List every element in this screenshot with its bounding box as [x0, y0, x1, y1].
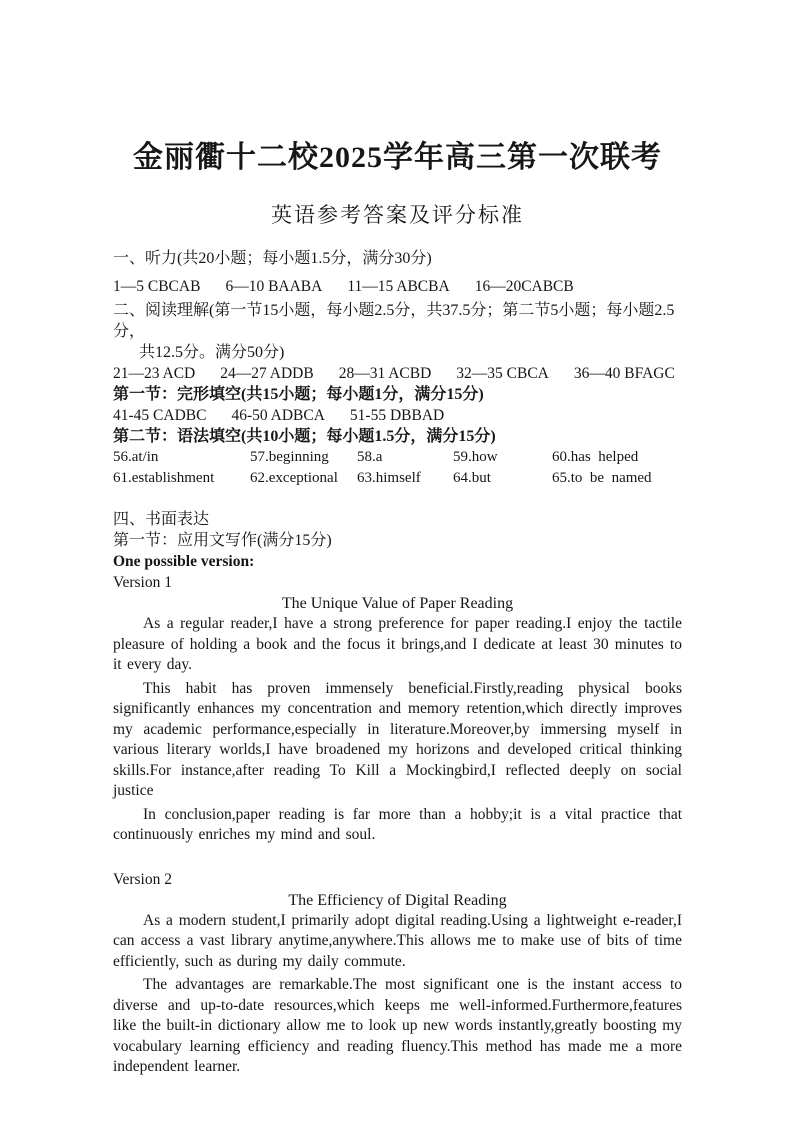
cloze-heading: 第一节：完形填空(共15小题；每小题1分，满分15分): [113, 386, 484, 403]
answer-group: 46-50 ADBCA: [231, 407, 325, 424]
writing-heading: 四、书面表达: [113, 511, 210, 528]
answer-group: 6—10 BAABA: [225, 278, 323, 295]
grammar-answer-cell: 62.exceptional: [250, 470, 338, 486]
grammar-answer-cell: 64.but: [453, 470, 491, 486]
reading-heading-line2: 共12.5分。满分50分): [139, 344, 285, 361]
answer-group: 1—5 CBCAB: [113, 278, 201, 295]
doc-title: 金丽衢十二校2025学年高三第一次联考: [133, 141, 662, 174]
grammar-heading: 第二节：语法填空(共10小题；每小题1.5分，满分15分): [113, 428, 496, 445]
possible-version-label: One possible version:: [113, 553, 255, 570]
essay-paragraph: As a regular reader,I have a strong preference for paper reading.I enjoy the tactile pleasure of holding a book and the focus it brings,and I dedicate at least 30 minutes to it every day.: [113, 615, 682, 673]
answer-group: 32—35 CBCA: [456, 365, 549, 382]
answer-group: 11—15 ABCBA: [347, 278, 450, 295]
answer-group: 16—20CABCB: [474, 278, 574, 295]
grammar-answer-cell: 60.has helped: [552, 449, 639, 465]
essay-paragraph: The advantages are remarkable.The most significant one is the instant access to diverse and up-to-date resources,which keeps me well-informed.Furthermore,features like the built-in dictionary allow me to look up new words instantly,greatly boosting my vocabulary learning efficiency and reading fluency.This method has made me a more independent learner.: [113, 976, 682, 1075]
reading-answers: [113, 363, 682, 384]
version2-label: Version 2: [113, 870, 172, 888]
listening-heading: 一、听力(共20小题；每小题1.5分，满分30分): [113, 250, 432, 267]
answer-group: 51-55 DBBAD: [349, 407, 445, 424]
grammar-answer-cell: 57.beginning: [250, 449, 329, 465]
spacer: [113, 849, 682, 869]
grammar-answer-cell: 56.at/in: [113, 449, 159, 465]
essay-paragraph: This habit has proven immensely beneficial.Firstly,reading physical books significantly enhances my concentration and memory retention,which directly improves my academic performance,especially in literature.Moreover,by immersing myself in various literary worlds,I have broadened my horizons and developed critical thinking skills.For instance,after reading To Kill a Mockingbird,I reflected deeply on social justice: [113, 679, 682, 799]
grammar-answer-cell: 63.himself: [357, 470, 421, 486]
grammar-answer-cell: 61.establishment: [113, 470, 215, 486]
essay-paragraph: As a modern student,I primarily adopt digital reading.Using a lightweight e-reader,I can access a vast library anytime,anywhere.This allows me to make use of bits of time efficiently, such as during my daily commute.: [113, 911, 682, 970]
answer-group: 24—27 ADDB: [220, 365, 314, 382]
answer-group: 36—40 BFAGC: [573, 365, 675, 382]
grammar-answer-cell: 59.how: [453, 449, 498, 465]
essay-paragraph: In conclusion,paper reading is far more than a hobby;it is a vital practice that continuously enriches my mind and soul.: [113, 805, 682, 843]
listening-answers: [113, 276, 682, 297]
writing-subheading: 第一节：应用文写作(满分15分): [113, 532, 332, 549]
essay1-title: The Unique Value of Paper Reading: [281, 595, 514, 612]
cloze-answers: [113, 405, 682, 426]
answer-group: 41-45 CADBC: [113, 407, 207, 424]
version1-label: Version 1: [113, 574, 172, 591]
grammar-answer-cell: 58.a: [357, 449, 383, 465]
answer-group: 28—31 ACBD: [338, 365, 432, 382]
answer-group: 21—23 ACD: [113, 365, 196, 382]
reading-heading-line1: 二、阅读理解(第一节15小题，每小题2.5分，共37.5分；第二节5小题；每小题2.5分，: [113, 302, 675, 340]
grammar-answer-grid: [113, 447, 682, 489]
doc-subtitle: 英语参考答案及评分标准: [271, 203, 524, 227]
essay2-title: The Efficiency of Digital Reading: [288, 891, 507, 909]
grammar-answer-cell: 65.to be named: [552, 470, 652, 486]
